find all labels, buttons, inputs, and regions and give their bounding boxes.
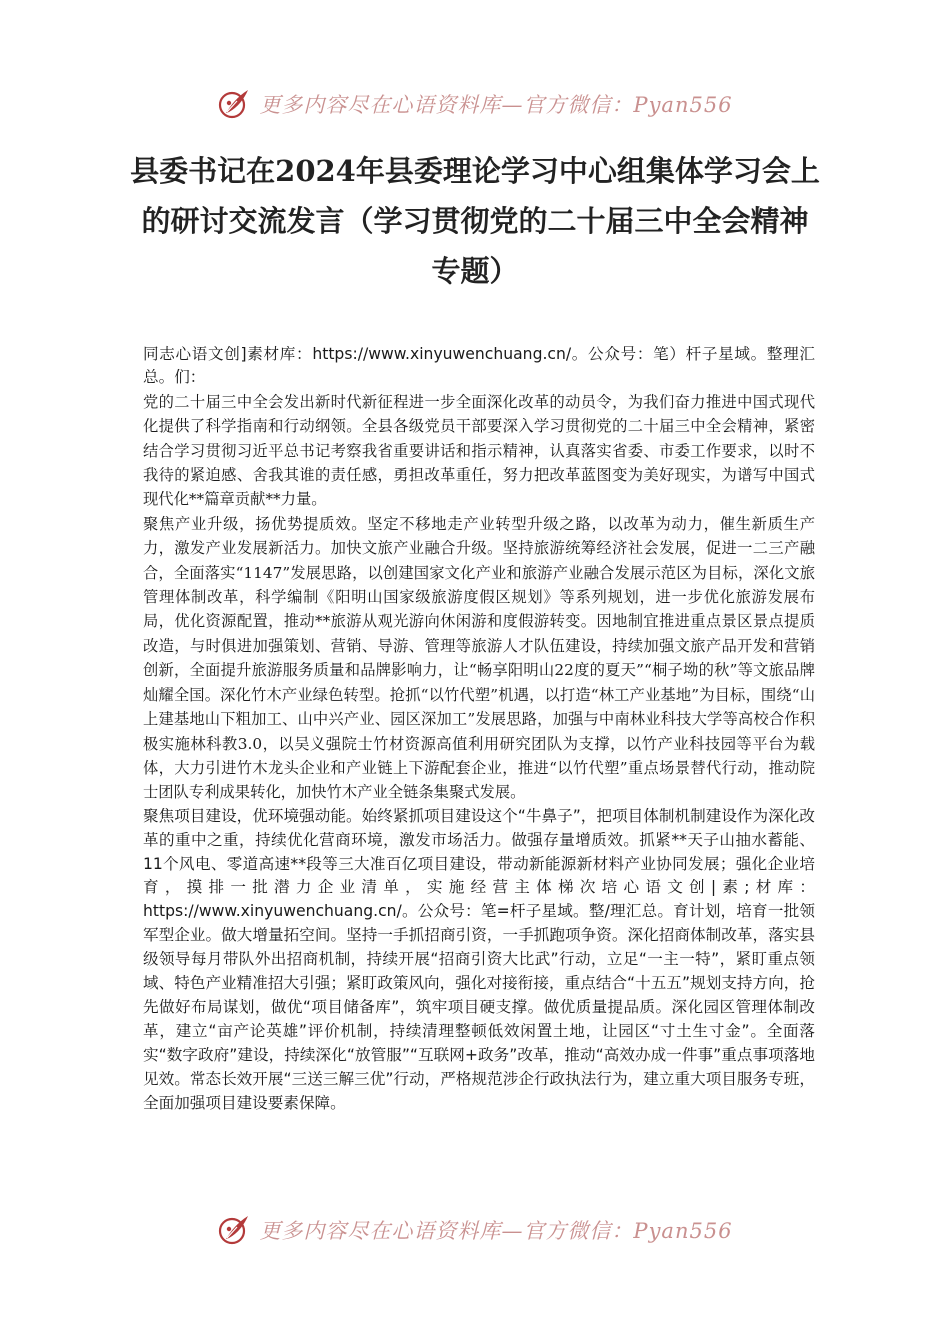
intro-paragraph: 同志心语文创]素材库：https://www.xinyuwenchuang.cn/。公众号：笔）杆子星域。整理汇总。们： — [143, 345, 815, 387]
header-banner — [0, 82, 950, 126]
quill-logo-icon — [217, 87, 251, 121]
footer-banner — [0, 1208, 950, 1252]
quill-logo-icon — [217, 1213, 251, 1247]
document-title: 县委书记在2024年县委理论学习中心组集体学习会上的研讨交流发言（学习贯彻党的二十届三中全会精神专题） — [130, 154, 820, 288]
banner-text: 更多内容尽在心语资料库—官方微信：Pyan556 — [259, 1219, 733, 1243]
paragraph-3: 聚焦项目建设，优环境强动能。始终紧抓项目建设这个“牛鼻子”，把项目体制机制建设作为深化改革的重中之重，持续优化营商环境，激发市场活力。做强存量增质效。抓紧**天子山抽水蓄能、11个风电、零道高速**段等三大准百亿项目建设，带动新能源新材料产业协同发展；强化企业培育，摸排一批潜力企业清单，实施经营主体梯次培心语文创|素;材库：https://www.xinyuwenchuang.cn/。公众号：笔=杆子星域。整/理汇总。育计划，培育一批领军型企业。做大增量拓空间。坚持一手抓招商引资，一手抓跑项争资。深化招商体制改革，落实县级领导每月带队外出招商机制，持续开展“招商引资大比武”行动，立足“一主一特”，紧盯重点领域、特色产业精准招大引强；紧盯政策风向，强化对接衔接，重点结合“十五五”规划支持方向，抢先做好布局谋划，做优“项目储备库”，筑牢项目硬支撑。做优质量提品质。深化园区管理体制改革，建立“亩产论英雄”评价机制，持续清理整顿低效闲置土地，让园区“寸土生寸金”。全面落实“数字政府”建设，持续深化“放管服”“互联网+政务”改革，推动“高效办成一件事”重点事项落地见效。常态长效开展“三送三解三优”行动，严格规范涉企行政执法行为，建立重大项目服务专班，全面加强项目建设要素保障。 — [143, 806, 815, 1112]
banner-text: 更多内容尽在心语资料库—官方微信：Pyan556 — [259, 93, 733, 117]
paragraph-2: 聚焦产业升级，扬优势提质效。坚定不移地走产业转型升级之路，以改革为动力，催生新质生产力，激发产业发展新活力。加快文旅产业融合升级。坚持旅游统筹经济社会发展，促进一二三产融合，全面落实“1147”发展思路，以创建国家文化产业和旅游产业融合发展示范区为目标，深化文旅管理体制改革，科学编制《阳明山国家级旅游度假区规划》等系列规划，进一步优化旅游发展布局，优化资源配置，推动**旅游从观光游向休闲游和度假游转变。因地制宜推进重点景区景点提质改造，与时俱进加强策划、营销、导游、管理等旅游人才队伍建设，持续加强文旅产品开发和营销创新，全面提升旅游服务质量和品牌影响力，让“畅享阳明山22度的夏天”“桐子坳的秋”等文旅品牌灿耀全国。深化竹木产业绿色转型。抢抓“以竹代塑”机遇，以打造“林工产业基地”为目标，围绕“山上建基地山下粗加工、山中兴产业、园区深加工”发展思路，加强与中南林业科技大学等高校合作积极实施林科教3.0，以吴义强院士竹材资源高值利用研究团队为支撑，以竹产业科技园等平台为载体，大力引进竹木龙头企业和产业链上下游配套企业，推进“以竹代塑”重点场景替代行动，推动院士团队专利成果转化，加快竹木产业全链条集聚式发展。 — [143, 514, 815, 802]
paragraph-1: 党的二十届三中全会发出新时代新征程进一步全面深化改革的动员令，为我们奋力推进中国式现代化提供了科学指南和行动纲领。全县各级党员干部要深入学习贯彻党的二十届三中全会精神，紧密结合学习贯彻习近平总书记考察我省重要讲话和指示精神，认真落实省委、市委工作要求，以时不我待的紧迫感、舍我其谁的责任感，勇担改革重任，努力把改革蓝图变为美好现实，为谱写中国式现代化**篇章贡献**力量。 — [143, 392, 815, 509]
document-body — [143, 343, 815, 1116]
